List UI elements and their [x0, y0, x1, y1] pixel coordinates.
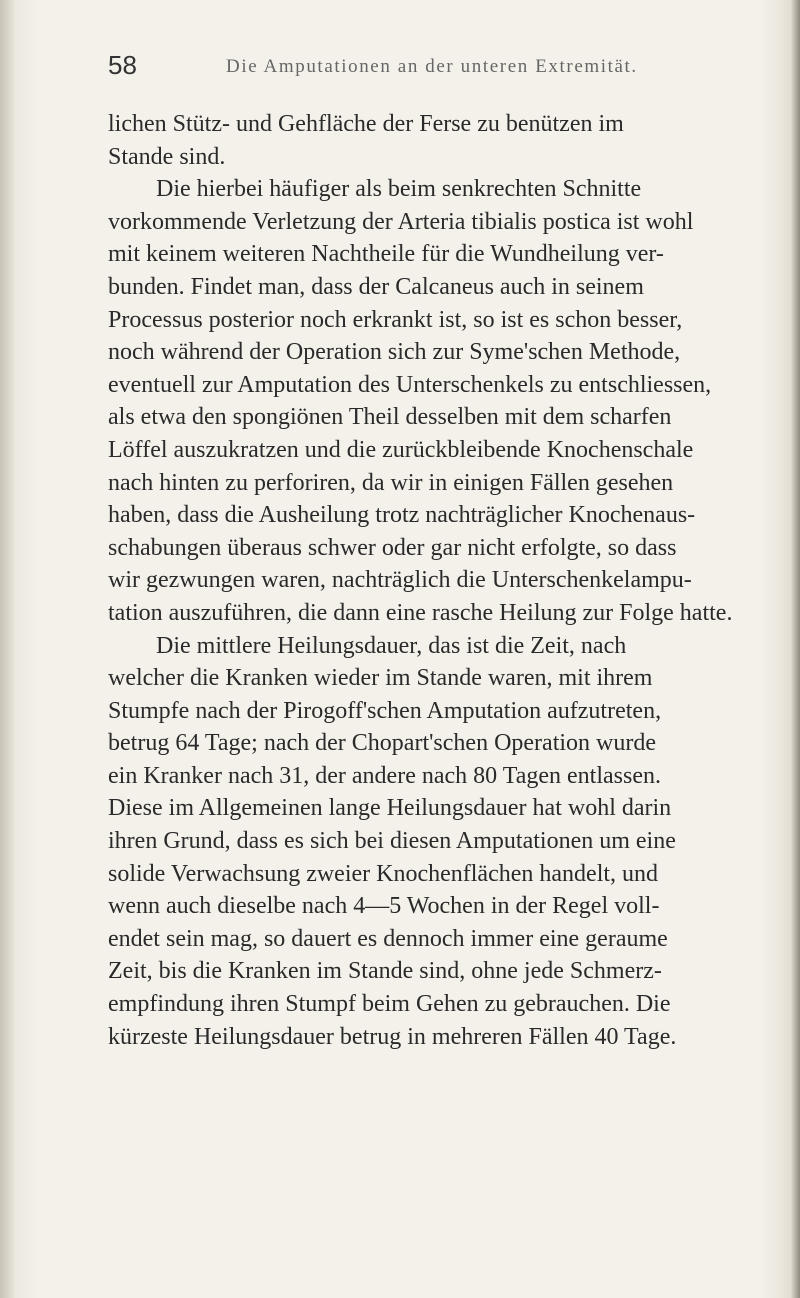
text-line: eventuell zur Amputation des Unterschenkels zu entschliessen, [108, 371, 712, 398]
text-line: tation auszuführen, die dann eine rasche Heilung zur Folge hatte. [108, 599, 733, 626]
text-line: Die hierbei häufiger als beim senkrechten Schnitte [156, 176, 642, 203]
text-line: noch während der Operation sich zur Syme'schen Methode, [108, 339, 681, 366]
text-line: Löffel auszukratzen und die zurückbleibende Knochenschale [108, 436, 694, 463]
paragraph-2 [108, 173, 762, 629]
text-line: betrug 64 Tage; nach der Chopart'schen Operation wurde [108, 730, 657, 757]
text-line: ein Kranker nach 31, der andere nach 80 Tagen entlassen. [108, 762, 661, 789]
text-line: empfindung ihren Stumpf beim Gehen zu gebrauchen. Die [108, 991, 671, 1018]
running-head: Die Amputationen an der unteren Extremität. [226, 56, 638, 77]
text-line: mit keinem weiteren Nachtheile für die Wundheilung ver- [108, 241, 664, 268]
text-line: Die mittlere Heilungsdauer, das ist die Zeit, nach [156, 632, 627, 659]
page-header [108, 50, 668, 90]
text-line: welcher die Kranken wieder im Stande waren, mit ihrem [108, 665, 653, 692]
text-line: als etwa den spongiönen Theil desselben mit dem scharfen [108, 404, 672, 431]
text-line: ihren Grund, dass es sich bei diesen Amputationen um eine [108, 828, 676, 855]
text-line: wir gezwungen waren, nachträglich die Unterschenkelampu- [108, 567, 692, 594]
text-line: kürzeste Heilungsdauer betrug in mehreren Fällen 40 Tage. [108, 1023, 677, 1050]
paragraph-1 [108, 108, 762, 173]
text-line: wenn auch dieselbe nach 4—5 Wochen in der Regel voll- [108, 893, 660, 920]
text-line: Processus posterior noch erkrankt ist, so ist es schon besser, [108, 306, 683, 333]
text-line: solide Verwachsung zweier Knochenflächen handelt, und [108, 860, 659, 887]
text-line: Stande sind. [108, 143, 226, 170]
text-line: nach hinten zu perforiren, da wir in einigen Fällen gesehen [108, 469, 674, 496]
text-line: schabungen überaus schwer oder gar nicht erfolgte, so dass [108, 534, 677, 561]
text-line: Zeit, bis die Kranken im Stande sind, ohne jede Schmerz- [108, 958, 662, 985]
text-line: Stumpfe nach der Pirogoff'schen Amputation aufzutreten, [108, 697, 662, 724]
text-line: haben, dass die Ausheilung trotz nachträglicher Knochenaus- [108, 502, 696, 529]
text-line: endet sein mag, so dauert es dennoch immer eine geraume [108, 925, 668, 952]
text-line: lichen Stütz- und Gehfläche der Ferse zu benützen im [108, 111, 624, 137]
text-line: vorkommende Verletzung der Arteria tibialis postica ist wohl [108, 208, 694, 235]
text-line: Diese im Allgemeinen lange Heilungsdauer hat wohl darin [108, 795, 672, 822]
text-line: bunden. Findet man, dass der Calcaneus auch in seinem [108, 273, 644, 300]
page-left-edge [0, 0, 14, 1298]
body-text [108, 108, 762, 1053]
page-number: 58 [108, 50, 137, 80]
paragraph-3 [108, 630, 762, 1054]
page-right-edge [790, 0, 800, 1298]
